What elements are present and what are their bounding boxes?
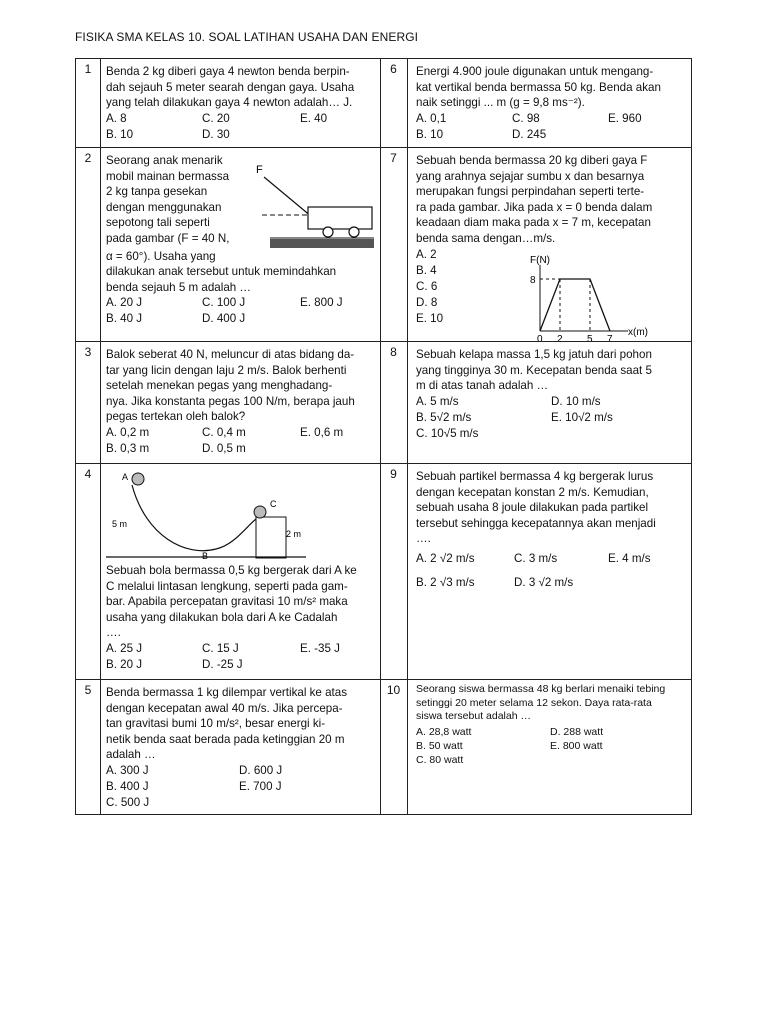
ball-icon (254, 506, 266, 518)
option: D. 600 J (239, 763, 283, 777)
force-series-line (540, 279, 610, 331)
toy-car-figure (256, 159, 376, 255)
height-label-a: 5 m (112, 519, 128, 529)
question-number: 1 (84, 62, 92, 76)
question-text-continued: dilakukan anak tersebut untuk memindahkan benda sejauh 5 m adalah … (106, 265, 337, 294)
option: B. 400 J (106, 779, 149, 793)
question-number: 6 (390, 62, 397, 76)
row-divider (76, 341, 691, 342)
x-tick-label: 7 (607, 334, 613, 341)
car-body (308, 207, 372, 229)
option: B. 0,3 m (106, 441, 150, 455)
question-6 (416, 64, 688, 143)
option: D. 245 (512, 127, 547, 141)
question-text: Sebuah benda bermassa 20 kg diberi gaya F yang arahnya sejajar sumbu x dan besarnya merupakan fungsi perpindahan seperti terte- ra pada gambar. Jika pada x = 0 benda dalam keadaan diam maka pada x = 7 m, kecepatan benda sama dengan…m/s. (416, 154, 653, 245)
option: B. 2 √3 m/s (416, 575, 475, 589)
force-displacement-chart (516, 251, 666, 341)
option: A. 2 (416, 247, 437, 261)
step-block (256, 517, 286, 558)
question-1 (106, 64, 378, 143)
ground-surface (270, 239, 374, 248)
option: E. 700 J (239, 779, 282, 793)
x-tick-label: 0 (537, 334, 543, 341)
option: D. -25 J (202, 657, 243, 671)
question-5 (106, 685, 378, 811)
question-10 (416, 683, 690, 770)
question-text: Seorang anak menarik mobil mainan bermassa 2 kg tanpa gesekan dengan menggunakan sepotong tali seperti pada gambar (F = 40 N, (106, 154, 230, 245)
option: C. 10√5 m/s (416, 426, 479, 440)
option: A. 300 J (106, 763, 149, 777)
option: C. 100 J (202, 296, 246, 310)
curved-track (132, 485, 256, 551)
option: B. 20 J (106, 657, 143, 671)
option: B. 50 watt (416, 739, 463, 752)
option: B. 5√2 m/s (416, 410, 472, 424)
question-text: Benda bermassa 1 kg dilempar vertikal ke atas dengan kecepatan awal 40 m/s. Jika percepa- tan gravitasi bumi 10 m/s², besar energi ki- netik benda saat berada pada ketinggian 20 m adalah … (106, 686, 348, 762)
rope-line (264, 177, 312, 217)
option: D. 0,5 m (202, 441, 246, 455)
question-text: Sebuah kelapa massa 1,5 kg jatuh dari pohon yang tingginya 30 m. Kecepatan benda saat 5 m di atas tanah adalah … (416, 348, 652, 393)
option: A. 0,1 (416, 111, 447, 125)
option: D. 288 watt (550, 725, 604, 738)
row-divider (76, 147, 691, 148)
option: D. 10 m/s (551, 394, 601, 408)
y-tick-label: 8 (530, 275, 536, 286)
option: E. 800 watt (550, 739, 603, 752)
question-number: 7 (390, 151, 397, 165)
x-tick-label: 5 (587, 334, 593, 341)
option: E. -35 J (300, 641, 340, 655)
question-8 (416, 347, 688, 442)
option: A. 0,2 m (106, 425, 150, 439)
ball-icon (132, 473, 144, 485)
point-b-label: B (202, 551, 209, 559)
option: D. 30 (202, 127, 230, 141)
chart-ylabel: F(N) (530, 255, 550, 266)
question-9 (416, 469, 688, 599)
question-number: 4 (84, 467, 92, 481)
question-text-angle: α = 60°). Usaha yang (106, 249, 216, 263)
col-divider (100, 59, 101, 814)
question-text: Energi 4.900 joule digunakan untuk mengang- kat vertikal benda bermassa 50 kg. Benda akan naik setinggi ... m (g = 9,8 ms⁻²). (416, 65, 661, 110)
option: C. 3 m/s (514, 551, 558, 565)
option: E. 0,6 m (300, 425, 344, 439)
option: E. 40 (300, 111, 328, 125)
option: A. 20 J (106, 296, 143, 310)
question-text: Sebuah partikel bermassa 4 kg bergerak lurus dengan kecepatan konstan 2 m/s. Kemudian, sebuah usaha 8 joule dilakukan pada partikel tersebut sehingga kecepatannya akan menjadi …. (416, 470, 656, 546)
option: B. 4 (416, 263, 437, 277)
option: E. 800 J (300, 296, 343, 310)
col-divider (380, 59, 381, 814)
option: A. 2 √2 m/s (416, 551, 475, 565)
option: C. 6 (416, 279, 438, 293)
option: C. 500 J (106, 795, 150, 809)
question-number: 2 (84, 151, 92, 165)
point-c-label: C (270, 499, 277, 509)
option: C. 20 (202, 111, 230, 125)
x-tick-label: 2 (557, 334, 563, 341)
question-text: Seorang siswa bermassa 48 kg berlari menaiki tebing setinggi 20 meter selama 12 sekon. Daya rata-rata siswa tersebut adalah … (416, 683, 666, 723)
option: C. 0,4 m (202, 425, 246, 439)
option: B. 10 (416, 127, 444, 141)
question-text: Sebuah bola bermassa 0,5 kg bergerak dari A ke C melalui lintasan lengkung, seperti pada gam- bar. Apabila percepatan gravitasi 10 m/s² maka usaha yang dilakukan bola dari A ke Cadalah …. (106, 564, 357, 640)
point-a-label: A (122, 472, 129, 482)
option: B. 40 J (106, 312, 143, 326)
option: A. 28,8 watt (416, 725, 472, 738)
option: E. 10 (416, 311, 444, 325)
option: A. 25 J (106, 641, 143, 655)
option: D. 3 √2 m/s (514, 575, 574, 589)
height-label-c: 2 m (286, 529, 302, 539)
question-number: 8 (390, 345, 397, 359)
chart-xlabel: x(m) (628, 327, 648, 338)
wheel-icon (323, 227, 333, 237)
option: C. 80 watt (416, 753, 464, 766)
question-number: 3 (84, 345, 92, 359)
question-text: Balok seberat 40 N, meluncur di atas bidang da- tar yang licin dengan laju 2 m/s. Balok berhenti setelah menekan pegas yang menghadang- nya. Jika konstanta pegas 100 N/m, berapa jauh pegas tertekan oleh balok? (106, 348, 355, 424)
option: D. 400 J (202, 312, 246, 326)
question-3 (106, 347, 378, 457)
wheel-icon (349, 227, 359, 237)
question-number: 5 (84, 683, 92, 697)
row-divider (76, 463, 691, 464)
col-divider (407, 59, 408, 814)
force-label: F (256, 164, 263, 176)
option: C. 98 (512, 111, 540, 125)
option: B. 10 (106, 127, 134, 141)
question-number: 10 (386, 683, 401, 697)
option: E. 960 (608, 111, 642, 125)
question-table (75, 58, 692, 815)
option: A. 8 (106, 111, 127, 125)
question-4 (106, 563, 378, 673)
option: D. 8 (416, 295, 438, 309)
track-figure (106, 467, 316, 559)
option: E. 10√2 m/s (551, 410, 613, 424)
question-text: Benda 2 kg diberi gaya 4 newton benda berpin- dah sejauh 5 meter searah dengan gaya. Usaha yang telah dilakukan gaya 4 newton adalah… J. (106, 65, 355, 110)
option: A. 5 m/s (416, 394, 459, 408)
option: C. 15 J (202, 641, 239, 655)
page-header: FISIKA SMA KELAS 10. SOAL LATIHAN USAHA DAN ENERGI (75, 30, 419, 44)
row-divider (76, 679, 691, 680)
question-number: 9 (390, 467, 397, 481)
option: E. 4 m/s (608, 551, 651, 565)
